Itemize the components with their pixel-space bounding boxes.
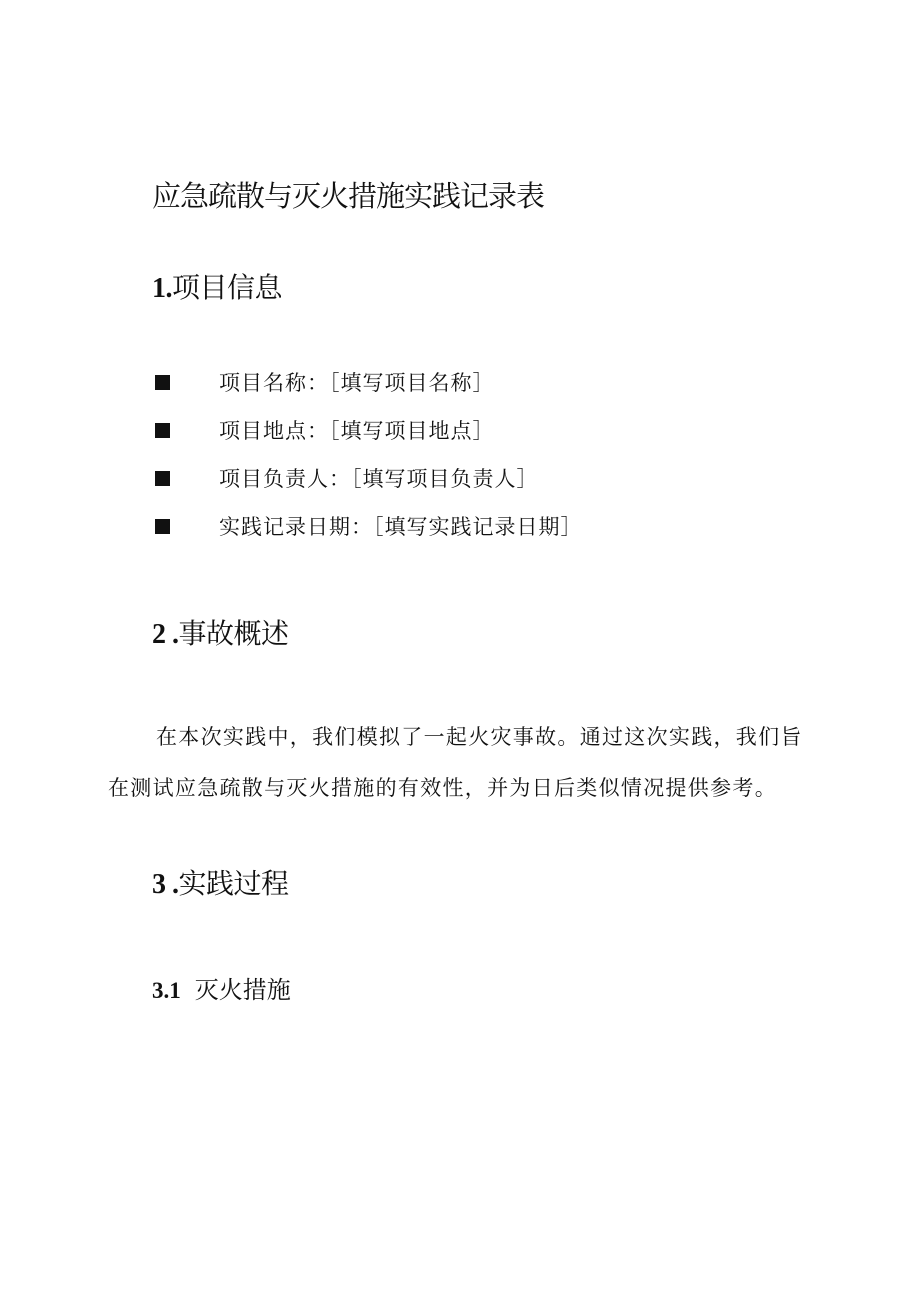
section-number: 3 .	[152, 869, 179, 900]
section-title: 实践过程	[178, 867, 289, 900]
record-date-field: 实践记录日期：［填写实践记录日期］	[219, 515, 583, 539]
section-heading-project-info	[152, 268, 282, 309]
section-title: 项目信息	[172, 271, 283, 304]
section-heading-incident-overview	[152, 614, 289, 655]
square-bullet-icon	[155, 519, 170, 534]
project-manager-field: 项目负责人：［填写项目负责人］	[219, 467, 539, 491]
square-bullet-icon	[155, 471, 170, 486]
paragraph-line: 在本次实践中，我们模拟了一起火灾事故。通过这次实践，我们旨	[156, 725, 803, 749]
incident-overview-paragraph	[108, 712, 828, 814]
document-title: 应急疏散与灭火措施实践记录表	[152, 179, 545, 213]
square-bullet-icon	[155, 423, 170, 438]
section-heading-practice-process	[152, 864, 289, 905]
section-number: 1.	[152, 273, 172, 304]
subsection-number: 3.1	[152, 978, 181, 1003]
project-name-field: 项目名称：［填写项目名称］	[219, 371, 495, 395]
square-bullet-icon	[155, 375, 170, 390]
section-title: 事故概述	[178, 617, 289, 650]
subsection-title: 灭火措施	[194, 976, 291, 1004]
project-location-field: 项目地点：［填写项目地点］	[219, 419, 495, 443]
subsection-heading-fire-fighting	[152, 972, 291, 1009]
paragraph-line: 在测试应急疏散与灭火措施的有效性，并为日后类似情况提供参考。	[108, 776, 777, 800]
section-number: 2 .	[152, 619, 179, 650]
